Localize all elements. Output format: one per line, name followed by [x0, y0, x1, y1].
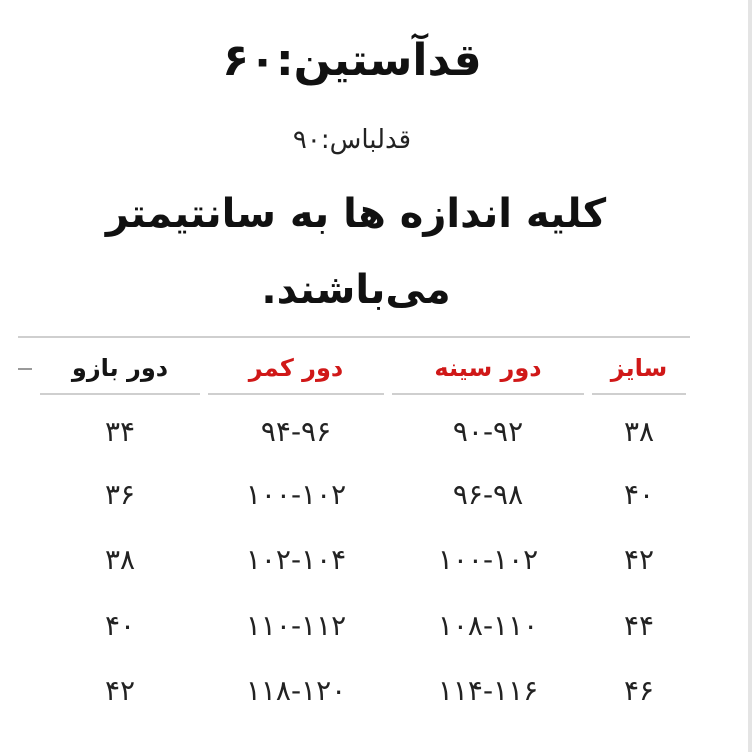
cell-waist: ۱۱۸-۱۲۰ [245, 674, 347, 707]
header-chest-underline [392, 393, 584, 395]
cell-arm: ۴۰ [104, 609, 136, 642]
cell-size: ۴۰ [623, 478, 655, 511]
header-size-underline [592, 393, 686, 395]
cell-waist: ۱۰۰-۱۰۲ [245, 478, 347, 511]
cell-size: ۴۶ [623, 674, 655, 707]
header-arm-underline [40, 393, 200, 395]
cell-arm: ۳۴ [104, 415, 136, 448]
header-arm: دور بازو [71, 354, 169, 382]
dash-mark [18, 368, 32, 370]
cell-arm: ۴۲ [104, 674, 136, 707]
scroll-edge [748, 0, 752, 752]
cell-chest: ۹۶-۹۸ [452, 478, 524, 511]
cell-size: ۴۴ [623, 609, 655, 642]
cell-chest: ۱۰۰-۱۰۲ [437, 543, 539, 576]
sleeve-length-title: قدآستین:۶۰ [222, 35, 482, 86]
header-size: سایز [610, 354, 668, 382]
cell-chest: ۱۰۸-۱۱۰ [437, 609, 539, 642]
units-note-line-1: کلیه اندازه ها به سانتیمتر [105, 191, 607, 237]
cell-waist: ۱۰۲-۱۰۴ [245, 543, 347, 576]
dress-length-label: قدلباس:۹۰ [292, 125, 412, 155]
cell-chest: ۹۰-۹۲ [452, 415, 524, 448]
cell-arm: ۳۸ [104, 543, 136, 576]
header-waist: دور کمر [248, 354, 344, 382]
header-waist-underline [208, 393, 384, 395]
cell-chest: ۱۱۴-۱۱۶ [437, 674, 539, 707]
cell-waist: ۱۱۰-۱۱۲ [245, 609, 347, 642]
header-chest: دور سینه [434, 354, 542, 382]
cell-size: ۴۲ [623, 543, 655, 576]
units-note-line-2: می‌باشند. [261, 267, 451, 313]
cell-waist: ۹۴-۹۶ [260, 415, 332, 448]
cell-size: ۳۸ [623, 415, 655, 448]
table-top-rule [18, 336, 690, 338]
cell-arm: ۳۶ [104, 478, 136, 511]
